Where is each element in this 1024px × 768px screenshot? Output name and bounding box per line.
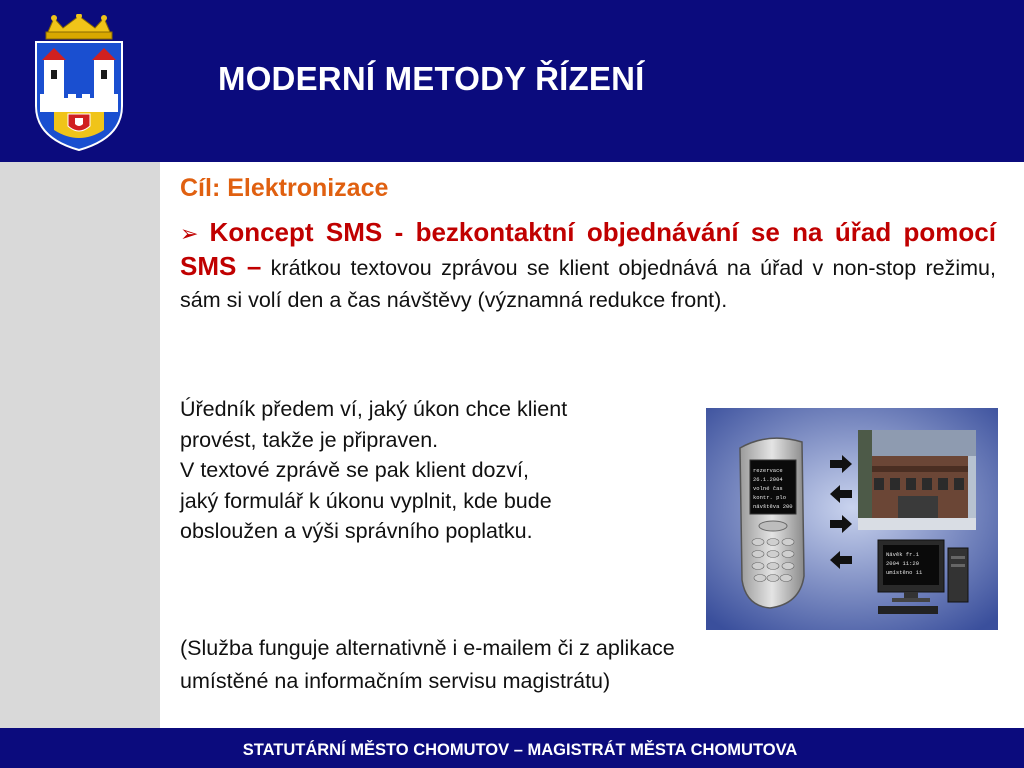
phone-screen-line: návštěva 200 [753, 503, 793, 510]
info-line: jaký formulář k úkonu vyplnit, kde bude [180, 488, 552, 513]
info-line: provést, takže je připraven. [180, 427, 439, 452]
info-line: obsloužen a výši správního poplatku. [180, 519, 533, 543]
footer-text: STATUTÁRNÍ MĚSTO CHOMUTOV – MAGISTRÁT MĚSTA CHOMUTOVA [242, 741, 798, 759]
left-sidebar-band [0, 162, 160, 728]
monitor-screen-line: Návěk fr.1 [886, 551, 920, 558]
phone-screen-line: volné čas [753, 485, 783, 492]
header-banner [0, 0, 1024, 162]
mobile-phone-icon [740, 438, 804, 608]
city-crest-icon [30, 14, 128, 152]
info-line: V textové zprávě se pak klient dozví, [180, 458, 529, 482]
note-line: (Služba funguje alternativně i e-mailem či z aplikace [180, 636, 675, 660]
phone-screen-line: rezervace [753, 467, 783, 474]
page-title: MODERNÍ METODY ŘÍZENÍ [218, 60, 645, 97]
town-hall-photo [858, 430, 976, 530]
sms-concept-bullet [180, 216, 996, 316]
info-line: Úředník předem ví, jaký úkon chce klient [180, 397, 568, 421]
monitor-screen-line: 2004 11:20 [886, 560, 920, 567]
bullet-highlight: Koncept SMS - bezkontaktní objednávání se na úřad pomocí SMS – [180, 217, 996, 281]
monitor-screen-line: umístěno 11 [886, 569, 923, 576]
clerk-info-paragraph [180, 394, 705, 547]
alternative-service-note [180, 632, 880, 698]
goal-heading: Cíl: Elektronizace [180, 174, 389, 202]
footer-banner [0, 728, 1024, 768]
phone-screen-line: 26.1.2004 [753, 476, 783, 483]
note-line: umístěné na informačním servisu magistrátu) [180, 669, 611, 693]
phone-screen-line: kontr. plo [753, 494, 787, 501]
bullet-text: krátkou textovou zprávou se klient objednává na úřad v non-stop režimu, sám si volí den a čas návštěvy (významná redukce front). [180, 256, 996, 312]
sms-illustration [706, 408, 998, 630]
bullet-arrow-icon: ➢ [180, 221, 199, 246]
